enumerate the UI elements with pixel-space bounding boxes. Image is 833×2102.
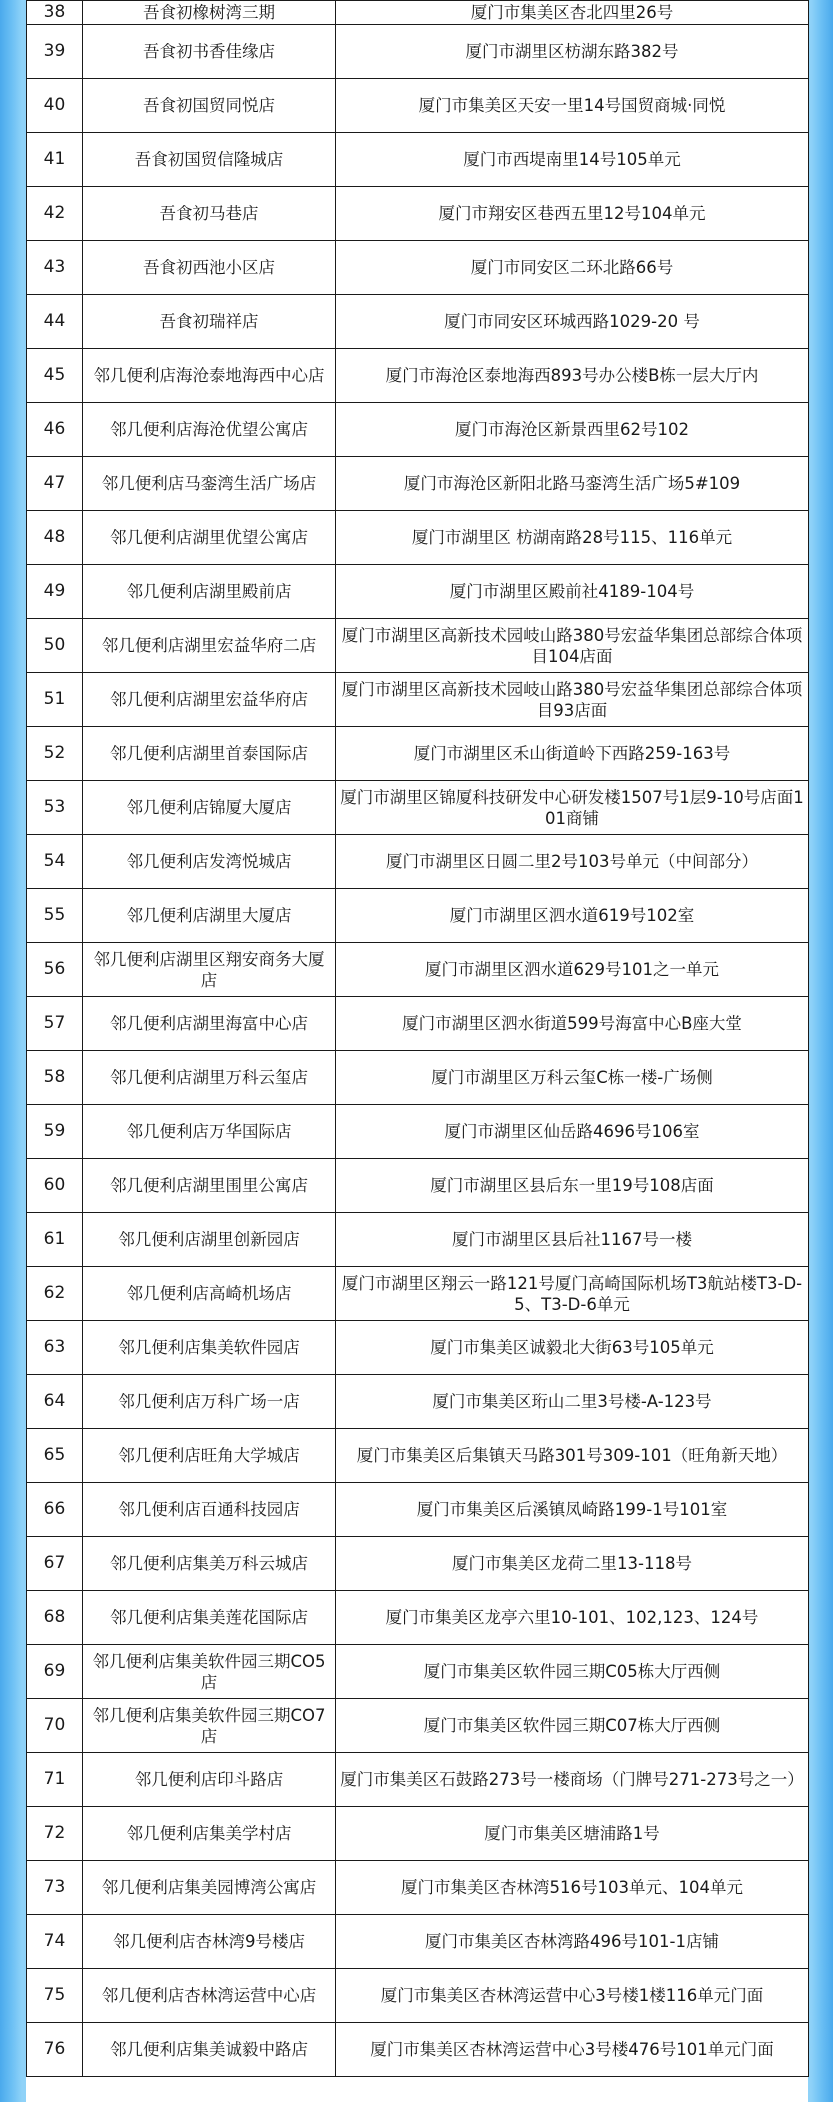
cell-address: 厦门市湖里区禾山街道岭下西路259-163号 [336,727,809,781]
cell-store-name: 邻几便利店杏林湾运营中心店 [83,1969,336,2023]
table-row [27,1969,809,2023]
table-row [27,1537,809,1591]
cell-store-name: 邻几便利店杏林湾9号楼店 [83,1915,336,1969]
cell-store-name: 邻几便利店集美万科云城店 [83,1537,336,1591]
cell-store-name: 邻几便利店马銮湾生活广场店 [83,457,336,511]
cell-number: 66 [27,1483,83,1537]
table-row [27,241,809,295]
cell-number: 40 [27,79,83,133]
cell-number: 75 [27,1969,83,2023]
store-table-body [27,1,809,2077]
cell-number: 63 [27,1321,83,1375]
cell-number: 49 [27,565,83,619]
table-row [27,1591,809,1645]
table-row [27,889,809,943]
cell-address: 厦门市湖里区县后社1167号一楼 [336,1213,809,1267]
cell-address: 厦门市集美区石鼓路273号一楼商场（门牌号271-273号之一） [336,1753,809,1807]
cell-address: 厦门市湖里区高新技术园岐山路380号宏益华集团总部综合体项目93店面 [336,673,809,727]
table-row [27,1429,809,1483]
table-row [27,835,809,889]
table-row [27,1321,809,1375]
table-row [27,1699,809,1753]
cell-store-name: 邻几便利店湖里区翔安商务大厦店 [83,943,336,997]
cell-address: 厦门市集美区后集镇天马路301号309-101（旺角新天地） [336,1429,809,1483]
cell-number: 46 [27,403,83,457]
cell-number: 60 [27,1159,83,1213]
cell-address: 厦门市集美区诚毅北大街63号105单元 [336,1321,809,1375]
cell-address: 厦门市集美区塘浦路1号 [336,1807,809,1861]
cell-number: 59 [27,1105,83,1159]
cell-number: 73 [27,1861,83,1915]
table-row [27,133,809,187]
cell-number: 41 [27,133,83,187]
table-row [27,1483,809,1537]
cell-address: 厦门市集美区后溪镇凤崎路199-1号101室 [336,1483,809,1537]
table-row [27,2023,809,2077]
cell-address: 厦门市湖里区县后东一里19号108店面 [336,1159,809,1213]
cell-number: 48 [27,511,83,565]
table-row [27,1213,809,1267]
cell-number: 61 [27,1213,83,1267]
cell-address: 厦门市集美区龙亭六里10-101、102,123、124号 [336,1591,809,1645]
cell-number: 55 [27,889,83,943]
cell-store-name: 邻几便利店海沧优望公寓店 [83,403,336,457]
cell-store-name: 邻几便利店湖里首泰国际店 [83,727,336,781]
cell-address: 厦门市集美区天安一里14号国贸商城·同悦 [336,79,809,133]
cell-number: 38 [27,1,83,25]
table-row [27,619,809,673]
cell-address: 厦门市湖里区翔云一路121号厦门高崎国际机场T3航站楼T3-D-5、T3-D-6单元 [336,1267,809,1321]
cell-store-name: 邻几便利店湖里优望公寓店 [83,511,336,565]
cell-number: 72 [27,1807,83,1861]
cell-address: 厦门市西堤南里14号105单元 [336,133,809,187]
cell-store-name: 邻几便利店集美园博湾公寓店 [83,1861,336,1915]
cell-number: 64 [27,1375,83,1429]
cell-store-name: 吾食初橡树湾三期 [83,1,336,25]
cell-address: 厦门市集美区杏林湾运营中心3号楼1楼116单元门面 [336,1969,809,2023]
cell-store-name: 邻几便利店万科广场一店 [83,1375,336,1429]
cell-store-name: 邻几便利店百通科技园店 [83,1483,336,1537]
cell-store-name: 邻几便利店湖里创新园店 [83,1213,336,1267]
cell-address: 厦门市湖里区万科云玺C栋一楼-广场侧 [336,1051,809,1105]
cell-number: 51 [27,673,83,727]
cell-address: 厦门市海沧区泰地海西893号办公楼B栋一层大厅内 [336,349,809,403]
cell-address: 厦门市湖里区高新技术园岐山路380号宏益华集团总部综合体项目104店面 [336,619,809,673]
cell-address: 厦门市集美区软件园三期C05栋大厅西侧 [336,1645,809,1699]
cell-address: 厦门市集美区杏林湾路496号101-1店铺 [336,1915,809,1969]
cell-store-name: 邻几便利店湖里宏益华府店 [83,673,336,727]
cell-number: 70 [27,1699,83,1753]
cell-number: 53 [27,781,83,835]
cell-store-name: 邻几便利店集美莲花国际店 [83,1591,336,1645]
table-row [27,79,809,133]
cell-store-name: 吾食初马巷店 [83,187,336,241]
table-row [27,997,809,1051]
table-row [27,1375,809,1429]
table-row [27,673,809,727]
cell-store-name: 吾食初国贸同悦店 [83,79,336,133]
table-row [27,295,809,349]
cell-number: 43 [27,241,83,295]
cell-number: 76 [27,2023,83,2077]
cell-address: 厦门市同安区环城西路1029-20 号 [336,295,809,349]
cell-store-name: 邻几便利店集美软件园店 [83,1321,336,1375]
cell-store-name: 邻几便利店湖里万科云玺店 [83,1051,336,1105]
table-row [27,1267,809,1321]
table-row [27,1105,809,1159]
cell-number: 71 [27,1753,83,1807]
cell-number: 39 [27,25,83,79]
table-row [27,403,809,457]
cell-store-name: 邻几便利店锦厦大厦店 [83,781,336,835]
cell-number: 69 [27,1645,83,1699]
cell-store-name: 邻几便利店海沧泰地海西中心店 [83,349,336,403]
table-row [27,511,809,565]
cell-number: 50 [27,619,83,673]
cell-number: 44 [27,295,83,349]
table-row [27,1861,809,1915]
cell-number: 52 [27,727,83,781]
cell-address: 厦门市海沧区新阳北路马銮湾生活广场5#109 [336,457,809,511]
cell-address: 厦门市湖里区枋湖东路382号 [336,25,809,79]
cell-address: 厦门市集美区杏林湾运营中心3号楼476号101单元门面 [336,2023,809,2077]
cell-number: 65 [27,1429,83,1483]
table-row [27,943,809,997]
cell-address: 厦门市集美区珩山二里3号楼-A-123号 [336,1375,809,1429]
cell-address: 厦门市同安区二环北路66号 [336,241,809,295]
table-row [27,1753,809,1807]
cell-number: 56 [27,943,83,997]
cell-number: 54 [27,835,83,889]
cell-store-name: 邻几便利店集美软件园三期CO7店 [83,1699,336,1753]
cell-address: 厦门市湖里区 枋湖南路28号115、116单元 [336,511,809,565]
cell-number: 62 [27,1267,83,1321]
cell-store-name: 邻几便利店旺角大学城店 [83,1429,336,1483]
table-row [27,781,809,835]
cell-number: 68 [27,1591,83,1645]
cell-number: 58 [27,1051,83,1105]
table-row [27,1159,809,1213]
cell-store-name: 邻几便利店集美学村店 [83,1807,336,1861]
cell-store-name: 邻几便利店湖里宏益华府二店 [83,619,336,673]
cell-address: 厦门市集美区杏林湾516号103单元、104单元 [336,1861,809,1915]
cell-address: 厦门市翔安区巷西五里12号104单元 [336,187,809,241]
cell-store-name: 邻几便利店发湾悦城店 [83,835,336,889]
cell-store-name: 吾食初西池小区店 [83,241,336,295]
table-row [27,349,809,403]
cell-address: 厦门市集美区龙荷二里13-118号 [336,1537,809,1591]
cell-store-name: 邻几便利店湖里殿前店 [83,565,336,619]
cell-number: 74 [27,1915,83,1969]
cell-number: 67 [27,1537,83,1591]
store-address-table [26,0,809,2077]
cell-address: 厦门市湖里区锦厦科技研发中心研发楼1507号1层9-10号店面101商铺 [336,781,809,835]
table-row [27,1051,809,1105]
cell-address: 厦门市集美区杏北四里26号 [336,1,809,25]
cell-store-name: 吾食初书香佳缘店 [83,25,336,79]
cell-address: 厦门市湖里区仙岳路4696号106室 [336,1105,809,1159]
table-row [27,1,809,25]
cell-address: 厦门市集美区软件园三期C07栋大厅西侧 [336,1699,809,1753]
table-row [27,1915,809,1969]
cell-address: 厦门市湖里区泗水道629号101之一单元 [336,943,809,997]
table-row [27,457,809,511]
cell-address: 厦门市海沧区新景西里62号102 [336,403,809,457]
table-row [27,25,809,79]
cell-store-name: 邻几便利店湖里海富中心店 [83,997,336,1051]
cell-number: 42 [27,187,83,241]
cell-number: 47 [27,457,83,511]
cell-number: 45 [27,349,83,403]
cell-store-name: 吾食初国贸信隆城店 [83,133,336,187]
cell-store-name: 邻几便利店集美软件园三期CO5店 [83,1645,336,1699]
cell-address: 厦门市湖里区殿前社4189-104号 [336,565,809,619]
cell-store-name: 邻几便利店湖里大厦店 [83,889,336,943]
table-row [27,565,809,619]
cell-store-name: 邻几便利店万华国际店 [83,1105,336,1159]
cell-store-name: 邻几便利店集美诚毅中路店 [83,2023,336,2077]
cell-number: 57 [27,997,83,1051]
cell-store-name: 吾食初瑞祥店 [83,295,336,349]
cell-address: 厦门市湖里区泗水道619号102室 [336,889,809,943]
table-row [27,1645,809,1699]
table-row [27,187,809,241]
table-row [27,727,809,781]
cell-store-name: 邻几便利店印斗路店 [83,1753,336,1807]
table-row [27,1807,809,1861]
cell-address: 厦门市湖里区泗水街道599号海富中心B座大堂 [336,997,809,1051]
cell-address: 厦门市湖里区日圆二里2号103号单元（中间部分） [336,835,809,889]
cell-store-name: 邻几便利店湖里围里公寓店 [83,1159,336,1213]
cell-store-name: 邻几便利店高崎机场店 [83,1267,336,1321]
